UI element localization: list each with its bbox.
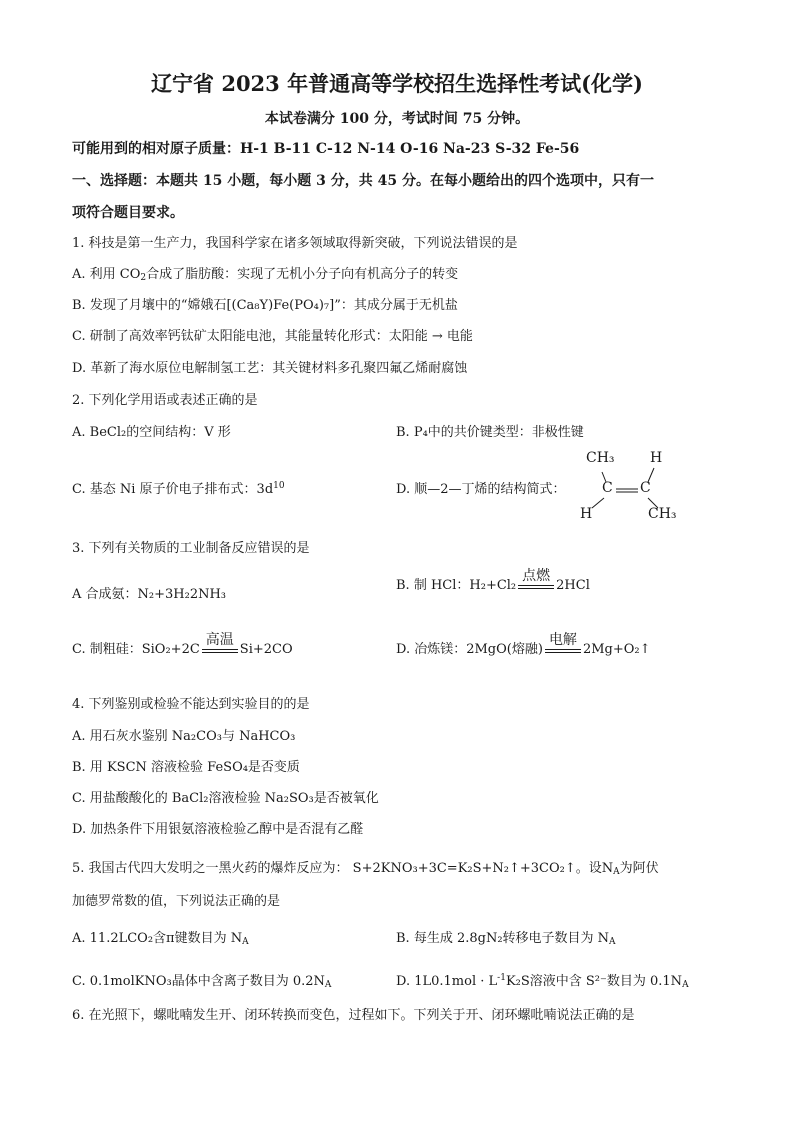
q5-option-c bbox=[72, 973, 331, 991]
q4-option-b: B. 用 KSCN 溶液检验 FeSO₄是否变质 bbox=[72, 760, 300, 775]
q5-c-subscript: A bbox=[324, 980, 332, 990]
q3-d-text: D. 冶炼镁：2MgO(熔融) bbox=[396, 642, 543, 657]
q1-a-text-rest: 合成了脂肪酸：实现了无机小分子向有机高分子的转变 bbox=[146, 267, 459, 282]
q5-stem-line1 bbox=[72, 860, 659, 878]
q6-stem: 6. 在光照下，螺吡喃发生开、闭环转换而变色，过程如下。下列关于开、闭环螺吡喃说法正确的是 bbox=[72, 1008, 635, 1023]
q5-stem-text-rest: 为阿伏 bbox=[619, 861, 659, 876]
q5-d-subscript: A bbox=[682, 980, 689, 990]
q1-a-subscript: 2 bbox=[140, 273, 147, 283]
q5-b-text: B. 每生成 2.8gN₂转移电子数目为 N bbox=[396, 931, 610, 946]
q2-option-a: A. BeCl₂的空间结构：V 形 bbox=[72, 425, 231, 440]
q1-option-d: D. 革新了海水原位电解制氢工艺：其关键材料多孔聚四氟乙烯耐腐蚀 bbox=[72, 361, 468, 376]
q2-option-d: D. 顺—2—丁烯的结构简式： bbox=[396, 482, 566, 497]
c-right: C bbox=[640, 480, 651, 496]
q5-d-superscript: -1 bbox=[497, 973, 506, 983]
q2-stem: 2. 下列化学用语或表述正确的是 bbox=[72, 393, 258, 408]
h-bottom: H bbox=[580, 506, 593, 522]
q1-stem: 1. 科技是第一生产力，我国科学家在诸多领域取得新突破，下列说法错误的是 bbox=[72, 236, 518, 251]
q5-option-b bbox=[396, 930, 616, 948]
cis-2-butene-structure bbox=[576, 448, 686, 524]
ch3-top: CH₃ bbox=[586, 450, 615, 466]
q5-c-text: C. 0.1molKNO₃晶体中含离子数目为 0.2N bbox=[72, 974, 325, 989]
q2-option-c bbox=[72, 481, 285, 499]
q4-stem: 4. 下列鉴别或检验不能达到实验目的的是 bbox=[72, 697, 310, 712]
q5-option-a bbox=[72, 930, 249, 948]
q4-option-c: C. 用盐酸酸化的 BaCl₂溶液检验 Na₂SO₃是否被氧化 bbox=[72, 791, 379, 806]
condition-label: 点燃 bbox=[522, 568, 551, 584]
q3-option-a: A 合成氨：N₂+3H₂2NH₃ bbox=[72, 587, 227, 602]
equals-sign bbox=[202, 649, 238, 653]
q5-d-text-rest: K₂S溶液中含 S²⁻数目为 0.1N bbox=[505, 974, 683, 989]
q5-na-subscript: A bbox=[613, 867, 620, 877]
q5-d-text: D. 1L0.1mol · L bbox=[396, 974, 498, 989]
q3-d-product: 2Mg+O₂↑ bbox=[582, 642, 651, 657]
q3-stem: 3. 下列有关物质的工业制备反应错误的是 bbox=[72, 541, 310, 556]
h-top: H bbox=[650, 450, 663, 466]
q1-option-c: C. 研制了高效率钙钛矿太阳能电池，其能量转化形式：太阳能 → 电能 bbox=[72, 329, 473, 344]
q5-stem-text: 5. 我国古代四大发明之一黑火药的爆炸反应为： S+2KNO₃+3C=K₂S+N₂↑+3CO₂↑。设N bbox=[72, 861, 614, 876]
q5-a-subscript: A bbox=[242, 937, 249, 947]
q3-option-c bbox=[72, 632, 293, 659]
q1-a-text: A. 利用 CO bbox=[72, 267, 141, 282]
q1-option-b: B. 发现了月壤中的“嫦娥石[(Ca₈Y)Fe(PO₄)₇]”：其成分属于无机盐 bbox=[72, 298, 458, 313]
q2-option-b: B. P₄中的共价键类型：非极性键 bbox=[396, 425, 584, 440]
q3-c-text: C. 制粗硅：SiO₂+2C bbox=[72, 642, 200, 657]
q5-a-text: A. 11.2LCO₂含π键数目为 N bbox=[72, 931, 243, 946]
page-title: 辽宁省 2023 年普通高等学校招生选择性考试(化学) bbox=[151, 71, 643, 96]
exam-info: 本试卷满分 100 分，考试时间 75 分钟。 bbox=[264, 111, 530, 127]
q3-c-product: Si+2CO bbox=[239, 642, 293, 657]
q1-option-a bbox=[72, 266, 458, 284]
q5-option-d bbox=[396, 973, 689, 991]
reaction-condition-electrolysis bbox=[545, 632, 581, 659]
q3-b-product: 2HCl bbox=[556, 578, 590, 593]
section-heading-line1: 一、选择题：本题共 15 小题，每小题 3 分，共 45 分。在每小题给出的四个选项中，只有一 bbox=[72, 173, 654, 189]
q4-option-a: A. 用石灰水鉴别 Na₂CO₃与 NaHCO₃ bbox=[72, 729, 296, 744]
q2-c-text: C. 基态 Ni 原子价电子排布式：3d bbox=[72, 482, 274, 497]
q3-option-d bbox=[396, 632, 651, 659]
section-heading-line2: 项符合题目要求。 bbox=[72, 205, 184, 221]
q3-b-text: B. 制 HCl：H₂+Cl₂ bbox=[396, 578, 517, 593]
q5-b-subscript: A bbox=[609, 937, 616, 947]
atomic-masses: 可能用到的相对原子质量：H-1 B-11 C-12 N-14 O-16 Na-23 S-32 Fe-56 bbox=[72, 141, 580, 157]
reaction-condition-high-temp bbox=[202, 632, 238, 659]
q4-option-d: D. 加热条件下用银氨溶液检验乙醇中是否混有乙醛 bbox=[72, 822, 364, 837]
equals-sign bbox=[545, 649, 581, 653]
q2-c-superscript: 10 bbox=[273, 481, 285, 491]
q5-stem-line2: 加德罗常数的值，下列说法正确的是 bbox=[72, 894, 281, 909]
condition-label: 高温 bbox=[205, 632, 234, 648]
ch3-bottom: CH₃ bbox=[648, 506, 677, 522]
equals-sign bbox=[518, 585, 554, 589]
q3-option-b bbox=[396, 568, 590, 595]
c-left: C bbox=[602, 480, 613, 496]
condition-label: 电解 bbox=[548, 632, 577, 648]
reaction-condition-ignition bbox=[518, 568, 554, 595]
